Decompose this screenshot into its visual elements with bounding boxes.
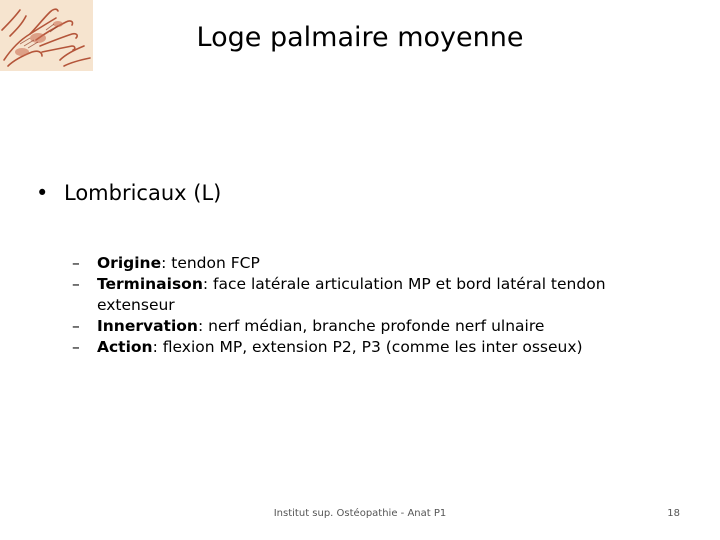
dash-marker: –: [72, 317, 80, 335]
bullet-symbol: •: [36, 181, 49, 205]
main-bullet: [36, 178, 676, 208]
sub-item-origine: [72, 253, 632, 274]
dash-marker: –: [72, 254, 80, 272]
slide-title: Loge palmaire moyenne: [196, 22, 524, 53]
sub-item-innervation: [72, 316, 632, 337]
sub-item-label: Innervation: [97, 317, 198, 335]
sub-item-text: : flexion MP, extension P2, P3 (comme les inter osseux): [152, 338, 583, 356]
sub-item-text: : nerf médian, branche profonde nerf ulnaire: [197, 317, 545, 335]
anatomical-hands-sketch-icon: [0, 0, 93, 71]
sub-item-terminaison: [72, 274, 632, 316]
sub-bullet-list: [72, 253, 632, 358]
sub-item-text: : face latérale articulation MP et bord latéral tendon extenseur: [97, 275, 606, 314]
sub-item-action: [72, 337, 632, 358]
main-bullet-text: Lombricaux (L): [64, 181, 222, 205]
page-number: 18: [667, 508, 680, 519]
dash-marker: –: [72, 338, 80, 356]
sub-item-text: : tendon FCP: [161, 254, 260, 272]
sub-item-label: Origine: [97, 254, 162, 272]
sub-item-label: Terminaison: [97, 275, 203, 293]
sub-item-label: Action: [97, 338, 153, 356]
slide-footer: Institut sup. Ostéopathie - Anat P1: [273, 508, 447, 519]
dash-marker: –: [72, 275, 80, 293]
